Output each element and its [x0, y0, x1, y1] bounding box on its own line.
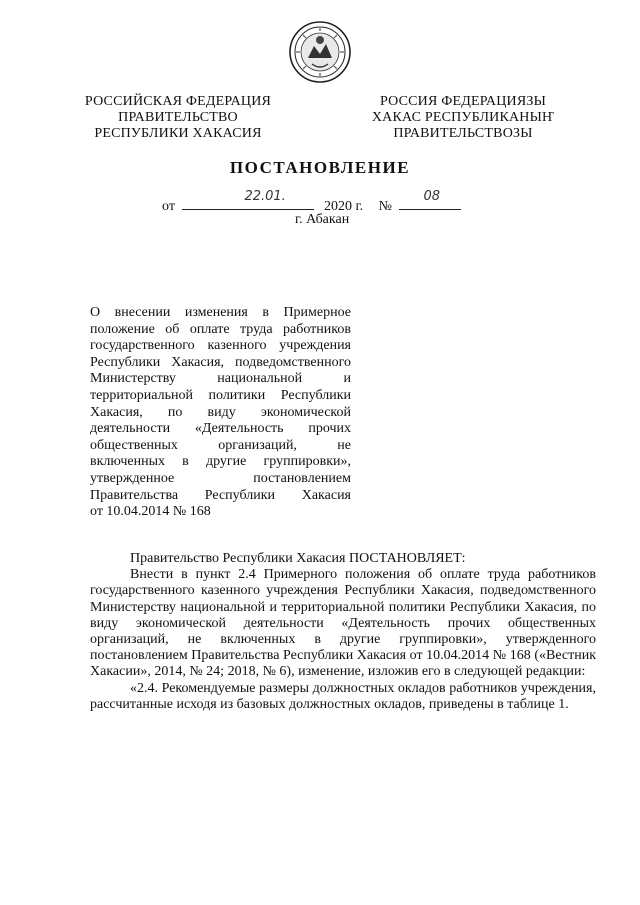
date-year: 2020 г.	[323, 199, 364, 214]
subject-line: государственного казенного учреждения	[90, 338, 351, 354]
header-left-line-1: РОССИЙСКАЯ ФЕДЕРАЦИЯ	[84, 94, 272, 109]
subject-line: территориальной политики Республики	[90, 387, 351, 403]
subject-line: О внесении изменения в Примерное	[90, 305, 351, 320]
subject-line: утвержденное постановлением	[90, 470, 351, 486]
subject-line: от 10.04.2014 № 168	[90, 504, 211, 520]
header-right-line-3: ПРАВИТЕЛЬСТВОЗЫ	[393, 126, 533, 141]
subject-line: Хакасия, по виду экономической	[90, 404, 351, 420]
date-field	[182, 189, 314, 210]
subject-line: Республики Хакасия, подведомственного	[90, 354, 351, 370]
document-title: ПОСТАНОВЛЕНИЕ	[229, 158, 411, 177]
date-prefix: от	[162, 199, 175, 214]
document-subject	[90, 305, 351, 521]
header-left	[78, 94, 278, 142]
subject-line: Правительства Республики Хакасия	[90, 487, 351, 503]
header-right	[358, 94, 568, 142]
header-left-line-3: РЕСПУБЛИКИ ХАКАСИЯ	[94, 126, 262, 141]
resolution-paragraph: Внести в пункт 2.4 Примерного положения об оплате труда работников государственного казенного учреждения Республики Хакасия, подведомственного Министерству национальной и территориальной политики Республики Хакасия, по виду экономической деятельности «Деятельность прочих общественных организаций, не включенных в другие группировки», утвержденного постановлением Правительства Республики Хакасия от 10.04.2014 № 168 («Вестник Хакасии», 2014, № 24; 2018, № 6), изменение, изложив его в следующей редакции:	[90, 567, 596, 680]
number-handwritten: 08	[423, 189, 441, 204]
coat-of-arms-icon	[288, 20, 352, 84]
subject-line: деятельности «Деятельность прочих	[90, 421, 351, 437]
subject-line: положение об оплате труда работников	[90, 321, 351, 337]
subject-line: включенных в другие группировки»,	[90, 454, 351, 470]
date-handwritten: 22.01.	[244, 189, 286, 204]
header-right-line-2: ХАКАС РЕСПУБЛИКАНЫҤ	[371, 110, 555, 125]
header-left-line-2: ПРАВИТЕЛЬСТВО	[118, 110, 238, 125]
subject-line: общественных организаций, не	[90, 437, 351, 453]
number-sign: №	[378, 199, 392, 214]
subject-line: Министерству национальной и	[90, 371, 351, 387]
resolution-preamble: Правительство Республики Хакасия ПОСТАНОВЛЯЕТ:	[130, 551, 466, 566]
number-field	[399, 189, 461, 210]
document-body	[90, 551, 596, 713]
city-name: г. Абакан	[295, 212, 350, 227]
resolution-paragraph-quote: «2.4. Рекомендуемые размеры должностных окладов работников учреждения, рассчитанные исходя из базовых должностных окладов, приведены в таблице 1.	[90, 680, 596, 712]
header-right-line-1: РОССИЯ ФЕДЕРАЦИЯЗЫ	[379, 94, 547, 109]
